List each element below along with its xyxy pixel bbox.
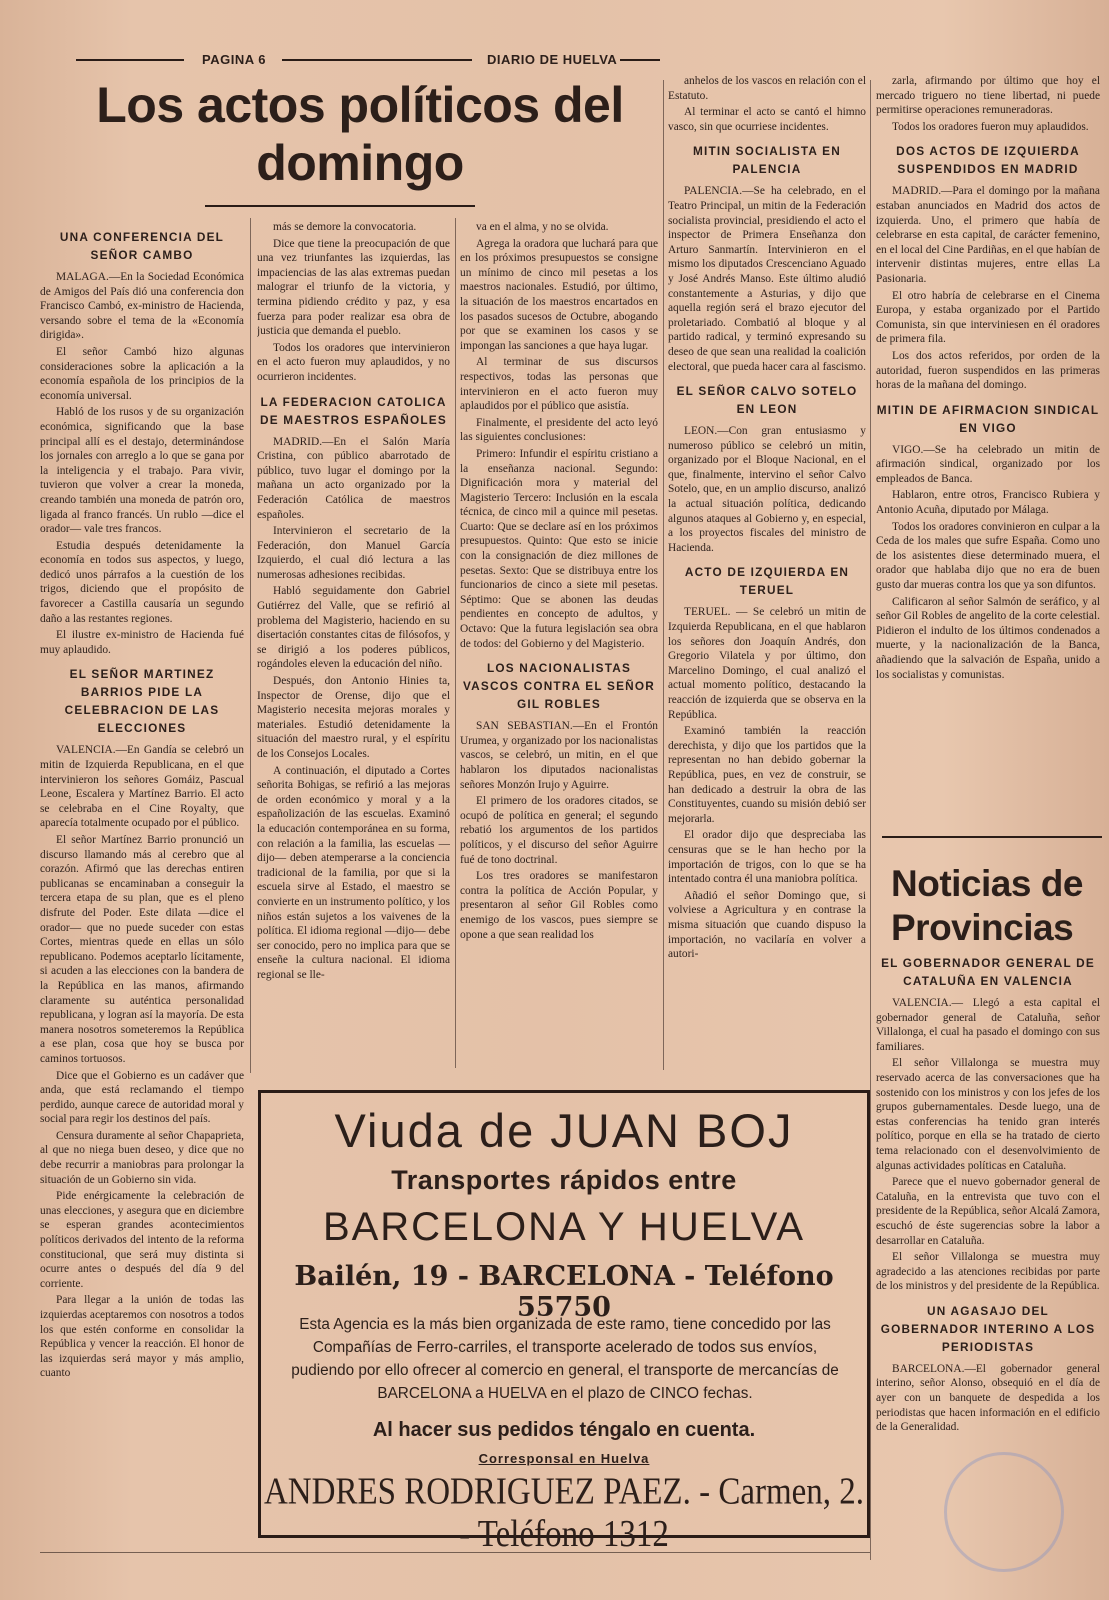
article-paragraph: VALENCIA.— Llegó a esta capital el gobernador general de Cataluña, señor Villalonga, el cual ha pasado el domingo con sus familiares. [876, 997, 1100, 1053]
article-paragraph: Los tres oradores se manifestaron contra la política de Acción Popular, y presentaron al señor Gil Robles como enemigo de los vascos, pues siempre se opone a que sean realidad los [460, 870, 658, 941]
article-paragraph: Todos los oradores convinieron en culpar a la Ceda de los males que sufre España. Como uno de los asistentes diese determinado muera, el orador que hablaba dijo que no era de buen gusto dar mueras contra los que ya son difuntos. [876, 520, 1100, 592]
article-paragraph: LEON.—Con gran entusiasmo y numeroso público se celebró un mitin, organizado por el Bloque Nacional, en el que, finalmente, intervino el señor Calvo Sotelo, que, en un amplio discurso, analizó la actual situación política, dedicando algunos ataques al Gobierno y, en especial, a los proyectos fiscales del ministro de Hacienda. [668, 425, 866, 554]
article-paragraph: SAN SEBASTIAN.—En el Frontón Urumea, y organizado por los nacionalistas vascos, se celebró, un mitin, en el que hablaron los diputados nacionalistas señores Monzón Irujo y Aguirre. [460, 720, 658, 791]
article-paragraph: anhelos de los vascos en relación con el Estatuto. [668, 75, 866, 102]
article-paragraph: va en el alma, y no se olvida. [476, 221, 609, 233]
article-column-2 [257, 220, 450, 1085]
article-paragraph: Agrega la oradora que luchará para que en los próximos presupuestos se consigne un mínimo de cinco mil pesetas a los maestros nacionales. Estudió, por último, la situación de los maestros encartados en los pasados sucesos de Octubre, abogando por que se examinen los casos y se impongan las sanciones a que haya lugar. [460, 237, 658, 352]
article-subheading: UN AGASAJO DEL GOBERNADOR INTERINO A LOS PERIODISTAS [880, 1303, 1096, 1354]
ad-tagline: Transportes rápidos entre [391, 1165, 737, 1195]
article-paragraph: Finalmente, el presidente del acto leyó las siguientes conclusiones: [460, 416, 658, 444]
ad-address: Bailén, 19 - BARCELONA - Teléfono 55750 [294, 1261, 834, 1323]
article-column-3 [460, 220, 658, 1085]
article-column-1 [40, 220, 244, 1550]
advertisement-box [258, 1090, 870, 1556]
section-header-provincias: Noticias de Provincias [891, 863, 1083, 948]
article-paragraph: Censura duramente al señor Chapaprieta, al que no niega buen deseo, y dice que no debe recurrir a maniobras para prolongar la situación de un Gobierno sin vida. [40, 1129, 244, 1186]
page-headline: Los actos políticos del domingo [96, 77, 624, 191]
headline-rule [205, 205, 475, 207]
newspaper-name: DIARIO DE HUELVA [487, 52, 618, 67]
article-paragraph: El señor Villalonga se muestra muy agradecido a las atenciones recibidas por parte de los ministros y del presidente de la República. [876, 1251, 1100, 1293]
article-paragraph: zarla, afirmando por último que hoy el mercado triguero no tiene libertad, ni puede permitirse operaciones remuneradoras. [876, 75, 1100, 117]
article-paragraph: Al terminar de sus discursos respectivos, todas las personas que intervinieron en el acto fueron muy aplaudidos por el público que asistía. [460, 356, 658, 413]
article-paragraph: El primero de los oradores citados, se ocupó de política en general; el segundo rebatió los argumentos de los partidos políticos, y el discurso del señor Aguirre fué de tono doctrinal. [460, 795, 658, 866]
article-column-5 [876, 74, 1100, 834]
article-subheading: ACTO DE IZQUIERDA EN TERUEL [684, 565, 850, 598]
column-divider [455, 218, 456, 1068]
ad-correspondent-label: Corresponsal en Huelva [478, 1451, 650, 1466]
article-paragraph: Calificaron al señor Salmón de seráfico, y al señor Gil Robles de angelito de la corte celestial. Pidieron el indulto de los últimos condenados a muerte, y la nacionalización de la Banca, añadiendo que la salvación de España, unido a los socialistas y comunistas. [876, 595, 1100, 681]
article-paragraph: Después, don Antonio Hinies ta, Inspector de Orense, dijo que el Magisterio necesita mejoras morales y materiales. Estudió detenidamente la situación del maestro rural, y el espíritu de los Consejos Locales. [257, 675, 450, 760]
article-subheading: EL SEÑOR CALVO SOTELO EN LEON [676, 384, 858, 417]
article-column-4 [668, 74, 866, 1084]
ad-body-text: Esta Agencia es la más bien organizada de este ramo, tiene concedido por las Compañías de Ferro-carriles, el transporte acelerado de todos sus envíos, pudiendo por ello ofrecer al comercio en general, el transporte de mercancías de BARCELONA a HUELVA en el plazo de CINCO fechas. [291, 1316, 839, 1402]
article-paragraph: Para llegar a la unión de todas las izquierdas aceptaremos con nosotros a todos los que estén conforme en consolidar la República y vencer la reacción. El honor de las izquierdas será mayor y más amplio, cuanto [40, 1294, 244, 1380]
article-subheading: UNA CONFERENCIA DEL SEÑOR CAMBO [59, 230, 225, 262]
article-paragraph: El señor Martínez Barrio pronunció un discurso llamando más al cerebro que al corazón. Afirmó que las derechas entiren publicanas se encaminaban a conseguir la tercera etapa de su plan, que es el pleno disfrute del Poder. Este dilata —dice el orador— que no puede suceder con estas Cortes, mientras quede en ellas un sólo republicano. Podemos aceptarlo lícitamente, si acuden a las elecciones con la bandera de la República en las manos, afirmando claramente su auténtica personalidad republicana, y logran así la mayoría. De esta manera nosotros someteremos la República a ese plan, cosa que hoy se busca por caminos tortuosos. [40, 834, 244, 1065]
article-subheading: LA FEDERACION CATOLICA DE MAESTROS ESPAÑOLES [260, 394, 447, 427]
page-number: PAGINA 6 [202, 52, 266, 67]
article-paragraph: Todos los oradores que intervinieron en el acto fueron muy aplaudidos, y no ocurrieron incidentes. [257, 341, 450, 383]
article-paragraph: más se demore la convocatoria. [273, 221, 417, 233]
article-paragraph: Habló de los rusos y de su organización económica, significando que la base principal allí es el destajo, determinándose los jornales con arreglo a lo que se gana por la inteligencia y el trabajo. Para vivir, tuvieron que volver a crear la moneda, creando también una moneda de patrón oro, ligada al franco francés. Un rublo —dice el orador— vale tres francos. [40, 406, 244, 536]
article-paragraph: El señor Villalonga se muestra muy reservado acerca de las conversaciones que ha sostenido con los ministros y con los jefes de los grupos gubernamentales. Desde luego, una de estas conferencias ha tenido gran interés político, porque en ella se ha tratado de cierto tema relacionado con el desenvolvimiento de algunas actividades políticas en Cataluña. [876, 1057, 1100, 1172]
article-paragraph: MADRID.—En el Salón María Cristina, con público abarrotado de público, tuvo lugar el domingo por la mañana un acto organizado por la Federación Católica de maestros españoles. [257, 435, 450, 521]
article-paragraph: Hablaron, entre otros, Francisco Rubiera y Antonio Acuña, diputado por Málaga. [876, 489, 1100, 517]
article-paragraph: Estudia después detenidamente la economía en todos sus aspectos, y luego, dedicó unos párrafos a la cuestión de los trigos, diciendo que el propósito de favorecer a Castilla causaría un segundo daño a las restantes regiones. [40, 539, 244, 625]
article-paragraph: A continuación, el diputado a Cortes señorita Bohigas, se refirió a las mejoras de orden económico y moral y a la españolización de las escuelas. Examinó la educación contemporánea en su forma, con relación a la familia, las escuelas —dijo— deben atemperarse a la conciencia tradicional de la familia, por que si la escuela sirve al Estado, el maestro se convierte en un instrumento político, y los niños están sujetos a los vaivenes de la política. El idioma regional —dijo— debe ser conocido, pero no implica para que se enseñe la cultura nacional. El idioma regional se lle- [257, 764, 450, 981]
article-paragraph: El ilustre ex-ministro de Hacienda fué muy aplaudido. [40, 629, 244, 656]
article-subheading: LOS NACIONALISTAS VASCOS CONTRA EL SEÑOR GIL ROBLES [462, 661, 655, 712]
article-subheading: MITIN SOCIALISTA EN PALENCIA [693, 144, 841, 177]
article-paragraph: Al terminar el acto se cantó el himno vasco, sin que ocurriese incidentes. [668, 106, 866, 133]
header-rule-left [76, 59, 184, 61]
header-rule-middle [282, 59, 472, 61]
header-rule-right [620, 59, 660, 61]
archive-seal-watermark [944, 1452, 1064, 1572]
article-subheading: EL SEÑOR MARTINEZ BARRIOS PIDE LA CELEBRACION DE LAS ELECCIONES [64, 667, 220, 736]
article-subheading: DOS ACTOS DE IZQUIERDA SUSPENDIDOS EN MADRID [896, 144, 1080, 177]
section-rule [882, 836, 1102, 838]
article-paragraph: MADRID.—Para el domingo por la mañana estaban anunciados en Madrid dos actos de izquierda. Uno, el primero que había de celebrarse en esta capital, de carácter femenino, en el local del Cine Pardiñas, en el que habían de intervenir distintas mujeres, entre ellas La Pasionaria. [876, 185, 1100, 285]
article-paragraph: Parece que el nuevo gobernador general de Cataluña, en la entrevista que tuvo con el presidente de la República, señor Alcalá Zamora, escuchó de éste sugerencias sobre la labor a desarrollar en Cataluña. [876, 1176, 1100, 1247]
article-paragraph: TERUEL. — Se celebró un mitin de Izquierda Republicana, en el que hablaron los señores don Joaquín Andrés, don Gregorio Vilatela y por último, don Marcelino Domingo, el cual analizó el actual momento político, destacando la reacción de izquierda que se observa en la República. [668, 606, 866, 721]
article-paragraph: Primero: Infundir el espíritu cristiano a la enseñanza nacional. Segundo: Dignificación mora y material del Magisterio Tercero: Inclusión en la escala técnica, de cinco mil a quince mil pesetas. Cuarto: Que se declare así en los próximos presupuestos. Quinto: Que esto se inicie con la consignación de diez millones de pesetas. Sexto: Que se distribuya entre los funcionarios de cinco a siete mil pesetas. Séptimo: Que se abonen las deudas pendientes en concepto de adultos, y Octavo: Que la futura legislación sea obra de todos: del Gobierno y del Magisterio. [460, 447, 658, 650]
article-paragraph: Dice que el Gobierno es un cadáver que anda, que está reclamando el tiempo perdido, aunque carece de autoridad moral y social para regir los destinos del país. [40, 1069, 244, 1126]
article-paragraph: MALAGA.—En la Sociedad Económica de Amigos del País dió una conferencia don Francisco Cambó, ex-ministro de Hacienda, versando sobre el tema de la «Economía dirigida». [40, 271, 244, 342]
article-paragraph: VIGO.—Se ha celebrado un mitin de afirmación sindical, organizado por los empleados de Banca. [876, 443, 1100, 485]
article-paragraph: Intervinieron el secretario de la Federación, don Manuel García Izquierdo, el cual dió lectura a las numerosas adhesiones recibidas. [257, 525, 450, 581]
article-paragraph: Añadió el señor Domingo que, si volviese a Agricultura y en contrase la misma situación que cuando dispuso la importación, no vacilaría en volver a autori- [668, 889, 866, 961]
article-paragraph: BARCELONA.—El gobernador general interino, señor Alonso, obsequió en el día de ayer con un banquete de despedida a los periodistas que hacen información en el edificio de la Generalidad. [876, 1362, 1100, 1434]
ad-route: BARCELONA Y HUELVA [322, 1205, 806, 1249]
article-paragraph: Examinó también la reacción derechista, y dijo que los partidos que la representan no han debido gobernar la República, pues, en vez de construir, se han dedicado a destruir la obra de las Constituyentes, cuando su misión debió ser mejorarla. [668, 725, 866, 825]
ad-call-to-action: Al hacer sus pedidos téngalo en cuenta. [372, 1419, 756, 1441]
article-paragraph: Habló seguidamente don Gabriel Gutiérrez del Valle, que se refirió al problema del Magisterio, haciendo en su disertación constantes citas de filósofos, y se dirigió a los poderes públicos, rogándoles eleven la educación del niño. [257, 585, 450, 671]
article-paragraph: Todos los oradores fueron muy aplaudidos. [892, 120, 1089, 133]
ad-correspondent: ANDRES RODRIGUEZ PAEZ. - Carmen, 2. - Teléfono 1312 [263, 1471, 865, 1556]
article-paragraph: Pide enérgicamente la celebración de unas elecciones, y asegura que en diciembre se esperan grandes acontecimientos políticos derivados del intento de la reforma constitucional, que será muy distinta si ocurre antes o después del día 9 del corriente. [40, 1190, 244, 1290]
article-paragraph: Los dos actos referidos, por orden de la autoridad, fueron suspendidos en las primeras horas de la mañana del domingo. [876, 349, 1100, 392]
column-divider [663, 80, 664, 1070]
article-paragraph: El orador dijo que despreciaba las censuras que se le han hecho por la importación de trigos, con lo que se ha intentado contra él una maniobra política. [668, 829, 866, 886]
column-divider [870, 80, 871, 1560]
article-paragraph: VALENCIA.—En Gandía se celebró un mitin de Izquierda Republicana, en el que intervinieron los señores Gomáiz, Pascual Leone, Escalera y Martínez Barrio. El acto se celebraba en el Cine Royalty, que aparecía totalmente ocupado por el público. [40, 744, 244, 830]
article-paragraph: Dice que tiene la preocupación de que una vez triunfantes las izquierdas, las impaciencias de las alas extremas puedan malograr el triunfo de la victoria, y termina pidiendo crédito y paz, y esa fuerza para poder realizar esa obra de justicia que demanda el pueblo. [257, 237, 450, 338]
article-paragraph: El otro habría de celebrarse en el Cinema Europa, y estaba organizado por el Partido Comunista, sin que interviniesen en él oradores de primera fila. [876, 289, 1100, 346]
article-subheading: EL GOBERNADOR GENERAL DE CATALUÑA EN VALENCIA [881, 956, 1095, 988]
article-paragraph: El señor Cambó hizo algunas consideraciones sobre la aplicación a la economía española de los principios de la economía universal. [40, 345, 244, 402]
article-paragraph: PALENCIA.—Se ha celebrado, en el Teatro Principal, un mitin de la Federación socialista provincial, presidiendo el acto el inspector de Primera Enseñanza don Arturo Sanmartín. Intervinieron en el mismo los diputados Crescenciano Aguado y José Andrés Manso. Este último aludió constantemente a Asturias, y dijo que aquella región será el brazo ejecutor del proletariado. Combatió al bloque y al partido radical, y terminó expresando su deseo de que sean una realidad la coalición electoral, que pueda hacer cara al fascismo. [668, 185, 866, 373]
ad-company-name: Viuda de JUAN BOJ [334, 1104, 794, 1157]
column-divider [250, 218, 251, 1073]
article-subheading: MITIN DE AFIRMACION SINDICAL EN VIGO [876, 402, 1100, 435]
